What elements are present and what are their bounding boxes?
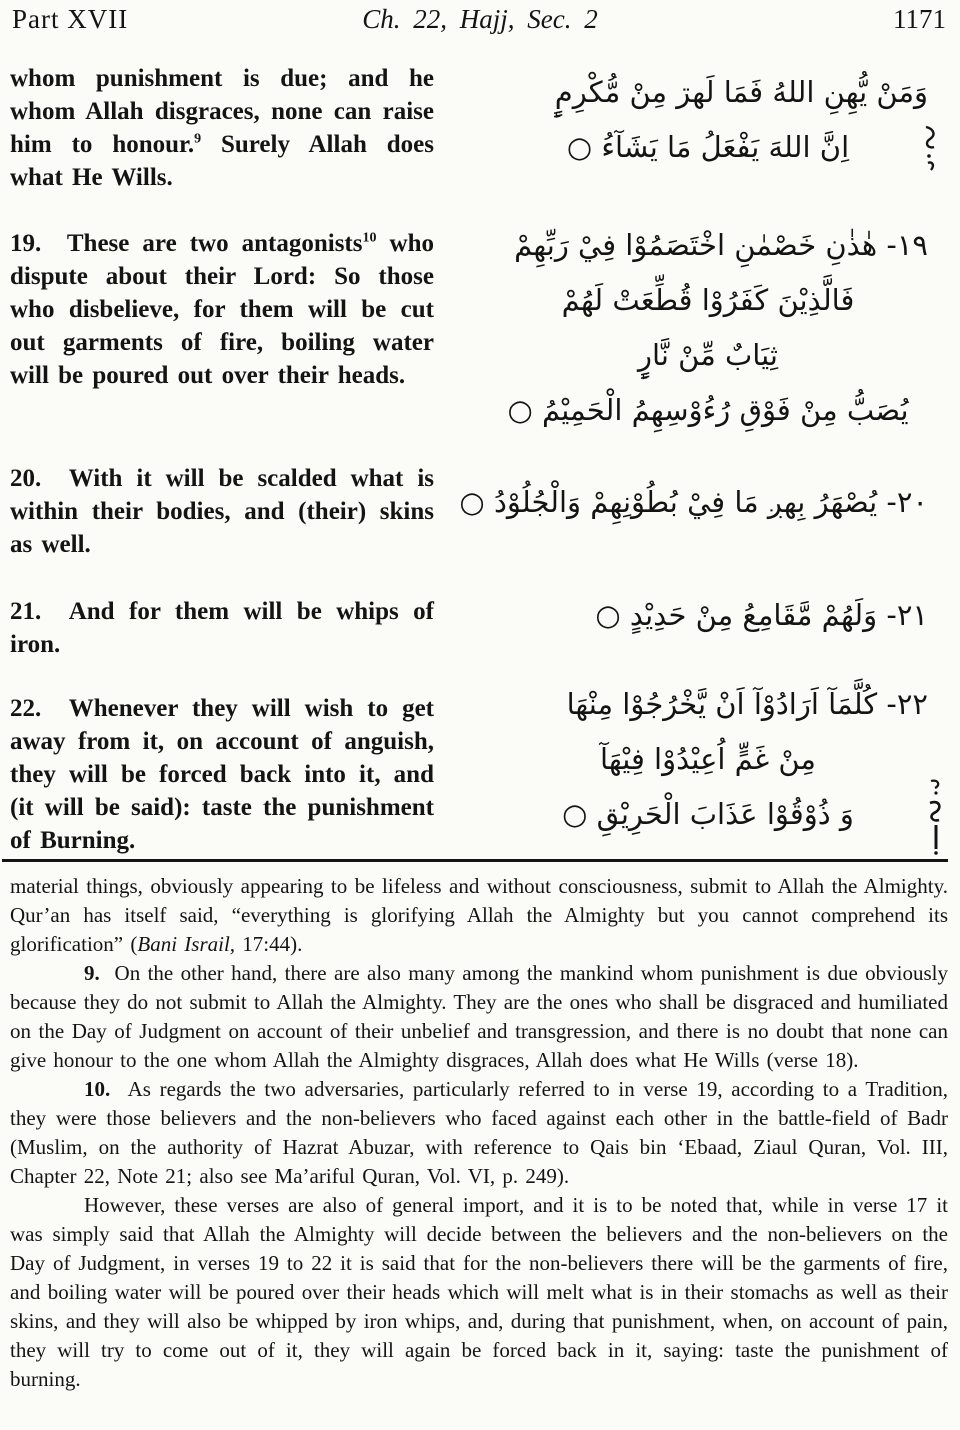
footnotes-section [10,872,948,1394]
page-header [0,4,960,40]
footnote-text: material things, obviously appearing to be lifeless and without consciousness, submit to Allah the Almighty. Qur’an has itself said, “everything is glorifying Allah the Almighty but you cannot comprehend its glorification” ( [10,874,948,956]
arabic-verse-line: ٢٠- يُصْهَرُ بِهږ مَا فِيْ بُطُوْنِهِمْ وَالْجُلُوْدُ ○ [459,485,928,519]
verse-paragraph-20 [10,462,434,561]
footnote-citation: Bani Israil, [137,932,236,956]
verse-text: whom punishment is due; and he whom Allah disgraces, none can raise him to honour. [10,65,434,158]
arabic-verse-19 [488,218,928,438]
footnote-text: As regards the two adversaries, particularly referred to in verse 19, according to a Tradition, they were those believers and the non-believers who faced against each other in the battle-field of Badr (Muslim, on the authority of Hazrat Abuzar, with reference to Qais bin ‘Ebaad, Ziaul Quran, Vol. III, Chapter 22, Note 21; also see Ma’ariful Quran, Vol. VI, p. 249). [10,1077,948,1188]
arabic-verse-21 [488,588,928,643]
footnote-divider [2,859,948,862]
verse-text: Surely Allah does what He Wills. [10,131,434,191]
arabic-verse-line: ٢٢- كُلَّمَآ اَرَادُوْآ اَنْ يَّخْرُجُوْا مِنْهَا [566,687,928,721]
arabic-verse-18 [488,65,928,175]
arabic-verse-line: ١٩- هٰذٰنِ خَصْمٰنِ اخْتَصَمُوْا فِيْ رَبِّهِمْ [514,228,928,262]
arabic-verse-line: وَمَنْ يُّهِنِ اللهُ فَمَا لَهڗ مِنْ مُّكْرِمٍٕ [554,75,928,109]
verse-text: who dispute about their Lord: So those who disbelieve, for them will be cut out garments of fire, boiling water will be poured out over their heads. [10,230,434,389]
page-number: 1171 [893,4,946,34]
verse-paragraph-19 [10,227,434,392]
arabic-verse-20 [459,475,928,530]
verse-paragraph-21 [10,595,434,661]
arabic-verse-line: مِنْ غَمٍّ اُعِيْدُوْا فِيْهَآ [600,742,816,776]
footnote-closing-paragraph: However, these verses are also of general import, and it is to be noted that, while in verse 17 it was simply said that Allah the Almighty will decide between the believers and the non-believers on the Day of Judgment, in verses 19 to 22 it is said that for the non-believers there will be the garments of fire, and boiling water will be poured over their heads which will melt what is in their stomachs as well as their skins, and they will also be whipped by iron whips, and, during that punishment, when, on account of pain, they will try to come out of it, they will again be forced back in it, saying: taste the punishment of burning. [10,1193,948,1391]
arabic-verse-line: اِنَّ اللهَ يَفْعَلُ مَا يَشَآءُ ○ [566,130,850,164]
verse-text: 20. With it will be scalded what is within their bodies, and (their) skins as well. [10,465,434,558]
footnote-text: On the other hand, there are also many among the mankind whom punishment is due obviously because they do not submit to Allah the Almighty. They are the ones who shall be disgraced and humiliated on the Day of Judgment on account of their unbelief and transgression, and there is no doubt that none can give honour to the one whom Allah the Almighty disgraces, Allah does what He Wills (verse 18). [10,961,948,1072]
sajdah-margin-mark-icon [920,123,942,180]
arabic-verse-22 [488,677,928,842]
verse-paragraph-18 [10,62,434,194]
ruku-margin-mark-icon [926,775,946,860]
part-label: Part XVII [12,4,129,34]
verse-text: 21. And for them will be whips of iron. [10,598,434,658]
main-section [0,55,960,861]
footnote-note-10 [10,1075,948,1191]
arabic-verse-line: يُصَبُّ مِنْ فَوْقِ رُءُوْسِهِمُ الْحَمِيْمُ ○ [507,393,909,427]
footnote-number: 9. [84,961,100,985]
footnote-text: 17:44). [235,932,303,956]
footnote-ref-10: 10 [362,230,377,246]
arabic-verse-line: ثِيَابٌ مِّنْ نَّارٍٕ [638,338,778,372]
arabic-verse-line: فَالَّذِيْنَ كَفَرُوْا قُطِّعَتْ لَهُمْ [561,283,855,317]
verse-paragraph-22 [10,692,434,857]
arabic-verse-line: وَ ذُوْقُوْا عَذَابَ الْحَرِيْقِ ○ [562,797,854,831]
footnote-note-9 [10,959,948,1075]
verse-text: 22. Whenever they will wish to get away from it, on account of anguish, they will be forced back into it, and (it will be said): taste the punishment of Burning. [10,695,434,854]
chapter-title: Ch. 22, Hajj, Sec. 2 [362,4,598,34]
verse-text: 19. These are two antagonists [10,230,363,257]
footnote-continuation [10,872,948,959]
arabic-verse-line: ٢١- وَلَهُمْ مَّقَامِعُ مِنْ حَدِيْدٍ ○ [595,598,928,632]
footnote-ref-9: 9 [194,131,202,147]
footnote-number: 10. [84,1077,111,1101]
